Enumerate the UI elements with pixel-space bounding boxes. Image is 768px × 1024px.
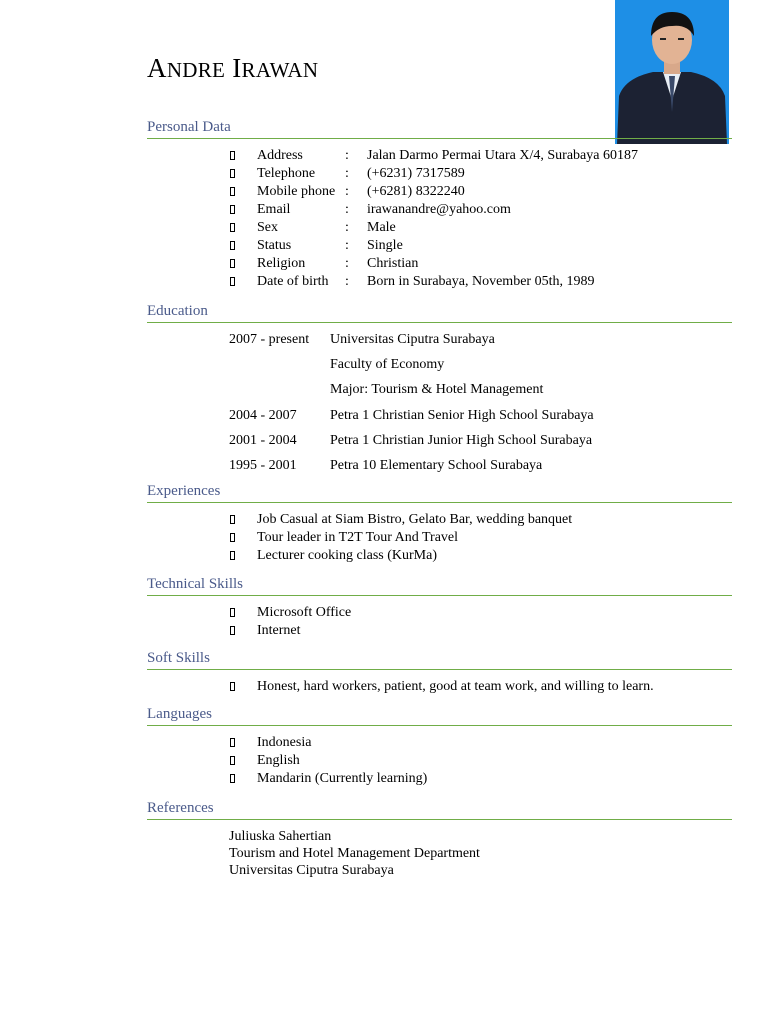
personal-row-email: Email : irawanandre@yahoo.com [147, 201, 732, 219]
education-row: Major: Tourism & Hotel Management [330, 382, 544, 398]
list-item: Internet [147, 622, 732, 640]
bullet-box-icon [230, 187, 235, 196]
personal-row-address: Address : Jalan Darmo Permai Utara X/4, Surabaya 60187 [147, 147, 732, 165]
bullet-box-icon [230, 169, 235, 178]
list-item: Tour leader in T2T Tour And Travel [147, 529, 732, 547]
bullet-box-icon [230, 551, 235, 560]
list-item: Lecturer cooking class (KurMa) [147, 547, 732, 565]
bullet-box-icon [230, 515, 235, 524]
bullet-box-icon [230, 608, 235, 617]
bullet-box-icon [230, 533, 235, 542]
section-languages [147, 705, 732, 788]
section-personal-data [147, 118, 732, 291]
list-item: Honest, hard workers, patient, good at team work, and willing to learn. [147, 678, 732, 696]
bullet-box-icon [230, 738, 235, 747]
personal-row-mobile: Mobile phone : (+6281) 8322240 [147, 183, 732, 201]
bullet-box-icon [230, 756, 235, 765]
section-title: Personal Data [147, 118, 732, 139]
list-item: Job Casual at Siam Bistro, Gelato Bar, wedding banquet [147, 511, 732, 529]
bullet-box-icon [230, 205, 235, 214]
section-title: References [147, 799, 732, 820]
bullet-box-icon [230, 626, 235, 635]
section-technical-skills [147, 575, 732, 640]
education-row: 1995 - 2001 Petra 10 Elementary School Surabaya [229, 457, 543, 473]
personal-row-sex: Sex : Male [147, 219, 732, 237]
personal-row-telephone: Telephone : (+6231) 7317589 [147, 165, 732, 183]
bullet-box-icon [230, 259, 235, 268]
section-title: Languages [147, 705, 732, 726]
list-item: Microsoft Office [147, 604, 732, 622]
section-experiences [147, 482, 732, 565]
resume-name: ANDRE IRAWAN [147, 53, 319, 83]
personal-row-religion: Religion : Christian [147, 255, 732, 273]
section-title: Experiences [147, 482, 732, 503]
section-title: Education [147, 302, 732, 323]
bullet-box-icon [230, 774, 235, 783]
education-row: 2007 - present Universitas Ciputra Surabaya [229, 332, 495, 347]
section-references [147, 799, 732, 879]
reference-line: Juliuska Sahertian [229, 829, 332, 844]
education-row: 2001 - 2004 Petra 1 Christian Junior High School Surabaya [229, 432, 593, 448]
section-education [147, 302, 732, 482]
education-row: 2004 - 2007 Petra 1 Christian Senior High School Surabaya [229, 407, 594, 423]
list-item: Indonesia [147, 734, 732, 752]
personal-row-status: Status : Single [147, 237, 732, 255]
bullet-box-icon [230, 223, 235, 232]
education-row: Faculty of Economy [330, 357, 445, 373]
reference-line: Tourism and Hotel Management Department [229, 846, 480, 861]
list-item: English [147, 752, 732, 770]
section-title: Soft Skills [147, 649, 732, 670]
reference-line: Universitas Ciputra Surabaya [229, 863, 394, 878]
bullet-box-icon [230, 682, 235, 691]
bullet-box-icon [230, 241, 235, 250]
list-item: Mandarin (Currently learning) [147, 770, 732, 788]
bullet-box-icon [230, 277, 235, 286]
bullet-box-icon [230, 151, 235, 160]
section-soft-skills [147, 649, 732, 696]
section-title: Technical Skills [147, 575, 732, 596]
personal-row-dob: Date of birth : Born in Surabaya, November 05th, 1989 [147, 273, 732, 291]
